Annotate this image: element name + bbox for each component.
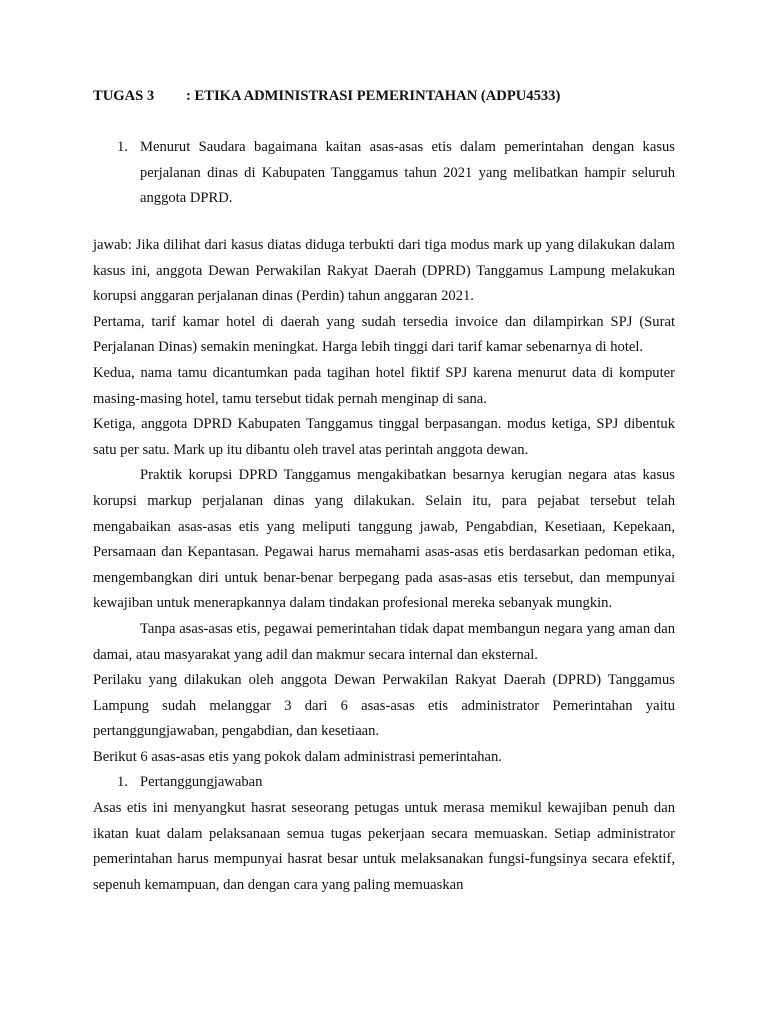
answer-paragraph-ethics: Tanpa asas-asas etis, pegawai pemerintahan tidak dapat membangun negara yang aman dan damai, atau masyarakat yang adil dan makmur secara internal dan eksternal.	[93, 620, 675, 663]
answer-paragraph-responsibility: Asas etis ini menyangkut hasrat seseorang petugas untuk merasa memikul kewajiban penuh dan ikatan kuat dalam pelaksanaan semua tugas pekerjaan secara memuaskan. Setiap administrator pemerintahan harus mempunyai hasrat besar untuk melaksanakan fungsi-fungsinya secara efektif, sepenuh kemampuan, dan dengan cara yang paling memuaskan	[93, 800, 675, 893]
question-text: Menurut Saudara bagaimana kaitan asas-asas etis dalam pemerintahan dengan kasus perjalanan dinas di Kabupaten Tanggamus tahun 2021 yang melibatkan hampir seluruh anggota DPRD.	[140, 139, 675, 207]
answer-paragraph-violation: Perilaku yang dilakukan oleh anggota Dewan Perwakilan Rakyat Daerah (DPRD) Tanggamus Lampung sudah melanggar 3 dari 6 asas-asas etis administrator Pemerintahan yaitu pertanggungjawaban, pengabdian, dan kesetiaan.	[93, 672, 675, 740]
answer-paragraph-first-mode: Pertama, tarif kamar hotel di daerah yang sudah tersedia invoice dan dilampirkan SPJ (Surat Perjalanan Dinas) semakin meningkat. Harga lebih tinggi dari tarif kamar sebenarnya di hotel.	[93, 313, 675, 356]
answer-body	[93, 233, 675, 898]
question-number: 1.	[117, 139, 128, 155]
assignment-label: TUGAS 3	[93, 88, 155, 104]
answer-paragraph-third-mode: Ketiga, anggota DPRD Kabupaten Tanggamus tinggal berpasangan. modus ketiga, SPJ dibentuk satu per satu. Mark up itu dibantu oleh travel atas perintah anggota dewan.	[93, 416, 675, 458]
question-item	[117, 135, 675, 212]
list-item-number: 1.	[117, 774, 128, 791]
list-item-label: Pertanggungjawaban	[140, 774, 263, 791]
answer-paragraph-impact: Praktik korupsi DPRD Tanggamus mengakibatkan besarnya kerugian negara atas kasus korupsi markup perjalanan dinas yang dilakukan. Selain itu, para pejabat tersebut telah mengabaikan asas-asas etis yang meliputi tanggung jawab, Pengabdian, Kesetiaan, Kepekaan, Persamaan dan Kepantasan. Pegawai harus memahami asas-asas etis berdasarkan pedoman etika, mengembangkan diri untuk benar-benar berpegang pada asas-asas etis tersebut, dan mempunyai kewajiban untuk menerapkannya dalam tindakan profesional mereka sebanyak mungkin.	[93, 467, 675, 612]
assignment-title	[93, 88, 560, 105]
answer-paragraph-list-intro: Berikut 6 asas-asas etis yang pokok dalam administrasi pemerintahan.	[93, 748, 502, 765]
answer-paragraph-intro: jawab: Jika dilihat dari kasus diatas diduga terbukti dari tiga modus mark up yang dilakukan dalam kasus ini, anggota Dewan Perwakilan Rakyat Daerah (DPRD) Tanggamus Lampung melakukan korupsi anggaran perjalanan dinas (Perdin) tahun anggaran 2021.	[93, 237, 675, 305]
list-item	[93, 770, 675, 796]
answer-paragraph-second-mode: Kedua, nama tamu dicantumkan pada tagihan hotel fiktif SPJ karena menurut data di komputer masing-masing hotel, tamu tersebut tidak pernah menginap di sana.	[93, 364, 675, 407]
assignment-subject: : ETIKA ADMINISTRASI PEMERINTAHAN (ADPU4533)	[186, 88, 561, 104]
